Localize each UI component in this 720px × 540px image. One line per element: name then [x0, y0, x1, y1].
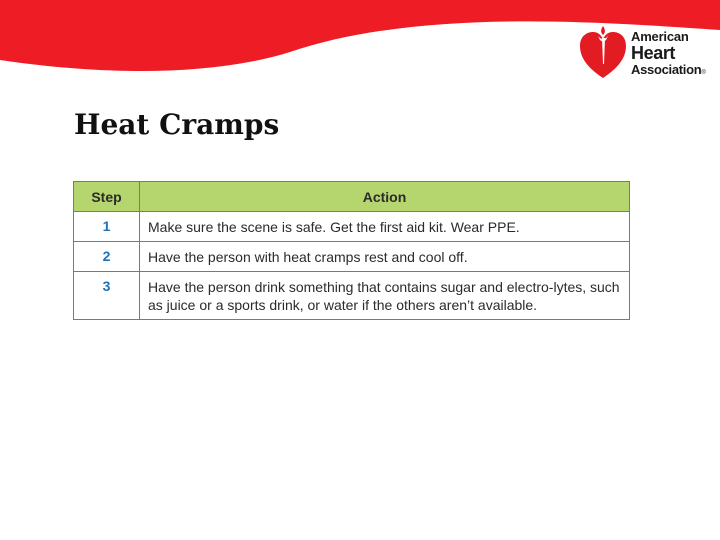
step-action: Make sure the scene is safe. Get the first aid kit. Wear PPE. — [140, 212, 630, 242]
steps-table — [73, 181, 630, 320]
header-step: Step — [74, 182, 140, 212]
table-header-row — [74, 182, 630, 212]
step-number: 2 — [74, 242, 140, 272]
aha-logo — [578, 24, 718, 80]
logo-line-1: American — [631, 29, 689, 44]
step-action: Have the person with heat cramps rest and cool off. — [140, 242, 630, 272]
table-row — [74, 212, 630, 242]
table-row — [74, 242, 630, 272]
heart-torch-icon — [578, 24, 630, 80]
slide-title: Heat Cramps — [74, 108, 280, 141]
registered-mark: ® — [701, 70, 706, 76]
logo-line-3-text: Association — [631, 62, 702, 77]
logo-line-3 — [631, 63, 706, 76]
logo-line-2: Heart — [631, 43, 676, 63]
table-row — [74, 272, 630, 320]
step-number: 3 — [74, 272, 140, 320]
step-action: Have the person drink something that contains sugar and electro-lytes, such as juice or a sports drink, or water if the others aren’t available. — [140, 272, 630, 320]
header-action: Action — [140, 182, 630, 212]
step-number: 1 — [74, 212, 140, 242]
